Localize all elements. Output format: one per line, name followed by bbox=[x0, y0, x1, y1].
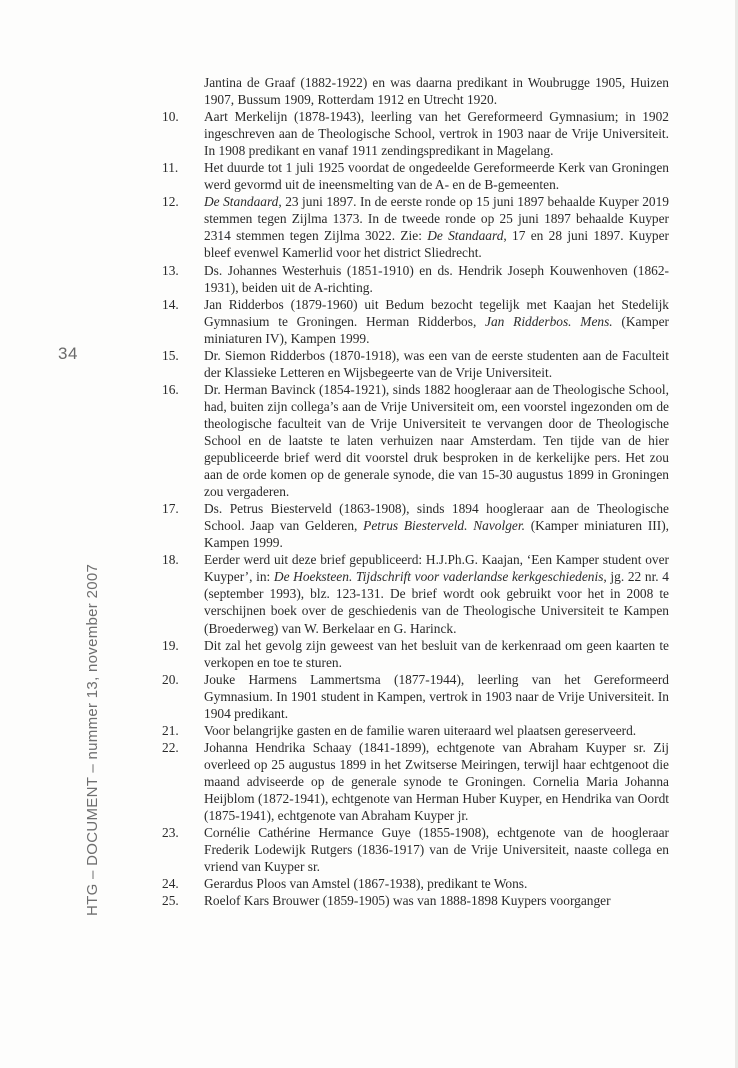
footnote-text bbox=[204, 193, 669, 261]
footnote bbox=[162, 722, 669, 739]
footnote bbox=[162, 671, 669, 722]
footnote-number: 22. bbox=[162, 739, 179, 755]
footnote-text bbox=[204, 347, 669, 381]
footnote-number: 18. bbox=[162, 552, 179, 568]
footnote-text bbox=[204, 74, 669, 108]
text-run: Gerardus Ploos van Amstel (1867-1938), predikant te Wons. bbox=[204, 876, 528, 892]
footnote-text bbox=[204, 262, 669, 296]
text-run: Jan Ridderbos (1879-1960) uit Bedum bezocht tegelijk met Kaajan het Stedelijk Gymnasium te Groningen. Herman Ridderbos, bbox=[204, 296, 669, 329]
footnote-text bbox=[204, 159, 669, 193]
text-run: Voor belangrijke gasten en de familie waren uiteraard wel plaatsen gereserveerd. bbox=[204, 722, 637, 738]
footnote-text bbox=[204, 551, 669, 636]
footnote bbox=[162, 551, 669, 636]
footnote bbox=[162, 193, 669, 261]
footnote-text bbox=[204, 637, 669, 671]
footnote bbox=[162, 875, 669, 892]
italic-title: Jan Ridderbos. Mens. bbox=[485, 313, 613, 329]
footnote-number: 10. bbox=[162, 109, 179, 125]
footnote bbox=[162, 892, 669, 909]
text-run: Eerder werd uit deze brief gepubliceerd: H.J.Ph.G. Kaajan, ‘Een Kamper student over Kuyper’, in: bbox=[204, 552, 669, 585]
italic-title: Petrus Biesterveld. Navolger. bbox=[363, 518, 525, 534]
text-run: Dr. Herman Bavinck (1854-1921), sinds 1882 hoogleraar aan de Theologische School, had, buiten zijn collega’s aan de Vrije Universiteit om, een voorstel ingezonden om de theologische faculteit van de Vrije Universiteit te vervangen door de Theologische School en de laatste te laten verhuizen naar Amsterdam. Ten tijde van de hier gepubliceerde brief werd dit voorstel druk besproken in de kerkelijke pers. Het zou aan de orde komen op de generale synode, die van 15-30 augustus 1899 in Groningen zou vergaderen. bbox=[204, 381, 669, 500]
footnote-number: 15. bbox=[162, 347, 179, 363]
text-run: Dit zal het gevolg zijn geweest van het besluit van de kerkenraad om geen kaarten te verkopen en toe te sturen. bbox=[204, 637, 669, 670]
footnote-text bbox=[204, 296, 669, 347]
page-number: 34 bbox=[58, 344, 78, 363]
text-run: Het duurde tot 1 juli 1925 voordat de ongedeelde Gereformeerde Kerk van Groningen werd gevormd uit de ineensmelting van de A- en de B-gemeenten. bbox=[204, 160, 669, 193]
text-run: Ds. Petrus Biesterveld (1863-1908), sinds 1894 hoogleraar aan de Theologische School. Jaap van Gelderen, bbox=[204, 501, 669, 534]
footnote-text bbox=[204, 500, 669, 551]
footnote-number bbox=[162, 74, 204, 108]
running-head: HTG – DOCUMENT – nummer 13, november 2007 bbox=[84, 563, 101, 916]
footnote bbox=[162, 296, 669, 347]
footnote-text bbox=[204, 722, 669, 739]
footnote-text bbox=[204, 381, 669, 500]
italic-title: De Standaard bbox=[427, 228, 504, 244]
text-run: Ds. Johannes Westerhuis (1851-1910) en ds. Hendrik Joseph Kouwenhoven (1862-1931), beiden uit de A-richting. bbox=[204, 262, 669, 295]
footnote-number: 17. bbox=[162, 501, 179, 517]
footnote-number: 20. bbox=[162, 671, 179, 687]
footnote bbox=[162, 739, 669, 824]
footnotes-list bbox=[162, 74, 669, 909]
footnote-number: 12. bbox=[162, 194, 179, 210]
footnote-number: 14. bbox=[162, 296, 179, 312]
text-run: (Kamper miniaturen IV), Kampen 1999. bbox=[204, 313, 669, 346]
footnote-number: 11. bbox=[162, 160, 179, 176]
text-run: Jantina de Graaf (1882-1922) en was daarna predikant in Woubrugge 1905, Huizen 1907, Bussum 1909, Rotterdam 1912 en Utrecht 1920. bbox=[204, 75, 669, 108]
text-run: Dr. Siemon Ridderbos (1870-1918), was een van de eerste studenten aan de Faculteit der Klassieke Letteren en Wijsbegeerte van de Vrije Universiteit. bbox=[204, 347, 669, 380]
italic-title: De Standaard bbox=[204, 194, 279, 210]
footnote-text bbox=[204, 108, 669, 159]
footnote-number: 23. bbox=[162, 825, 179, 841]
text-run: Aart Merkelijn (1878-1943), leerling van het Gereformeerd Gymnasium; in 1902 ingeschreven aan de Theologische School, vertrok in 1903 naar de Vrije Universiteit. In 1908 predikant en vanaf 1911 zendingspredikant in Magelang. bbox=[204, 109, 669, 159]
footnote bbox=[162, 824, 669, 875]
footnote bbox=[162, 381, 669, 500]
italic-title: De Hoeksteen. Tijdschrift voor vaderlandse kerkgeschiedenis bbox=[273, 569, 604, 585]
footnote-number: 21. bbox=[162, 722, 179, 738]
footnote bbox=[162, 159, 669, 193]
footnote bbox=[162, 108, 669, 159]
footnote bbox=[162, 74, 669, 108]
text-run: , 23 juni 1897. In de eerste ronde op 15 juni 1897 behaalde Kuyper 2019 stemmen tegen Zijlma 1373. In de tweede ronde op 25 juni 1897 behaalde Kuyper 2314 stemmen tegen Zijlma 3022. Zie: bbox=[204, 194, 670, 244]
footnote-number: 25. bbox=[162, 893, 179, 909]
footnote bbox=[162, 637, 669, 671]
text-run: (Kamper miniaturen III), Kampen 1999. bbox=[204, 518, 670, 551]
footnote-text bbox=[204, 892, 669, 909]
footnote-text bbox=[204, 739, 669, 824]
footnote bbox=[162, 262, 669, 296]
text-run: Roelof Kars Brouwer (1859-1905) was van 1888-1898 Kuypers voorganger bbox=[204, 893, 611, 909]
text-run: Johanna Hendrika Schaay (1841-1899), echtgenote van Abraham Kuyper sr. Zij overleed op 25 augustus 1899 in het Zwitserse Meiringen, terwijl haar echtgenoot die maand adviseerde op de generale synode te Groningen. Cornelia Maria Johanna Heijblom (1872-1941), echtgenote van Herman Huber Kuyper, en Hendrika van Oordt (1875-1941), echtgenote van Abraham Kuyper jr. bbox=[204, 739, 669, 824]
footnote-text bbox=[204, 671, 669, 722]
text-run: Cornélie Cathérine Hermance Guye (1855-1908), echtgenote van de hoogleraar Frederik Lodewijk Rutgers (1836-1917) van de Vrije Universiteit, naaste collega en vriend van Kuyper sr. bbox=[204, 825, 669, 875]
footnote-text bbox=[204, 824, 669, 875]
text-run: , jg. 22 nr. 4 (september 1993), blz. 123-131. De brief wordt ook gebruikt voor het in 2008 te verschijnen boek over de geschiedenis van de Theologische Universiteit te Kampen (Broederweg) van W. Berkelaar en G. Harinck. bbox=[204, 569, 669, 636]
footnote-number: 13. bbox=[162, 262, 179, 278]
footnote-number: 19. bbox=[162, 637, 179, 653]
footnote bbox=[162, 500, 669, 551]
text-run: Jouke Harmens Lammertsma (1877-1944), leerling van het Gereformeerd Gymnasium. In 1901 student in Kampen, vertrok in 1903 naar de Vrije Universiteit. In 1904 predikant. bbox=[204, 671, 669, 721]
footnote-number: 24. bbox=[162, 876, 179, 892]
footnote bbox=[162, 347, 669, 381]
footnote-text bbox=[204, 875, 669, 892]
footnote-number: 16. bbox=[162, 381, 179, 397]
text-run: , 17 en 28 juni 1897. Kuyper bleef evenwel Kamerlid voor het district Sliedrecht. bbox=[204, 228, 669, 261]
